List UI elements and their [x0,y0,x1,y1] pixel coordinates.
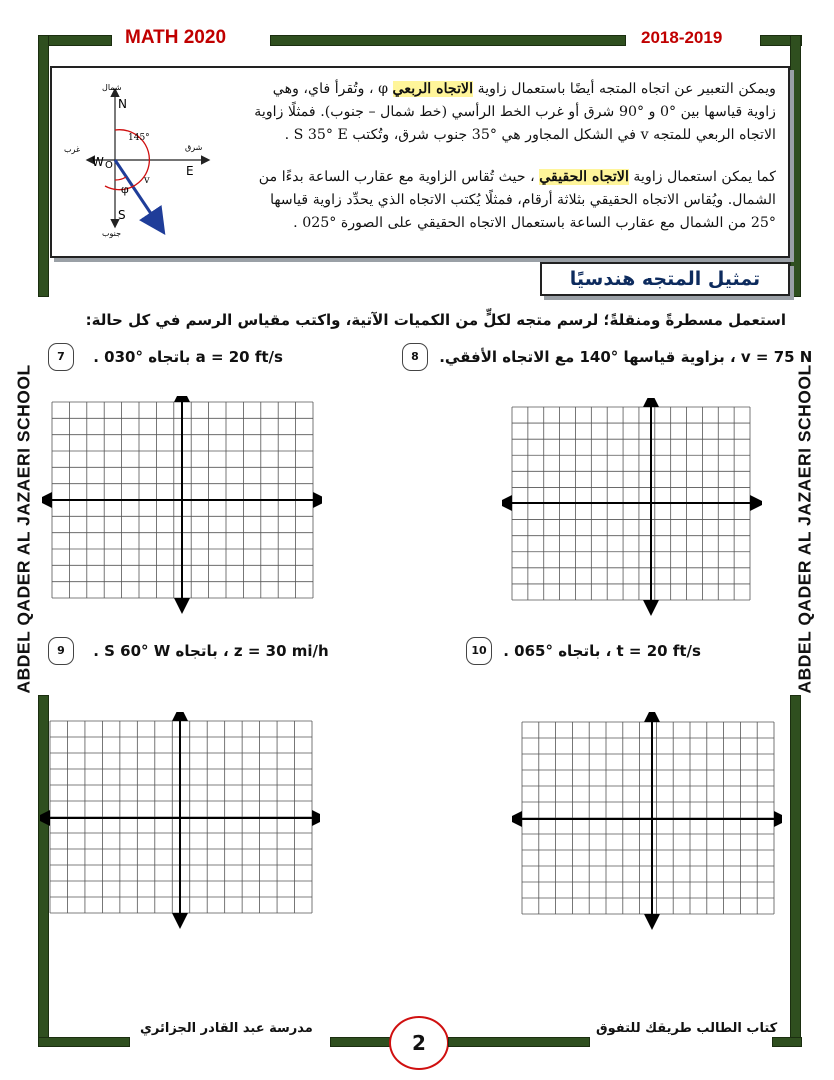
grid-problem-8[interactable] [502,398,762,623]
angle-arc-phi [115,177,126,180]
footer-bar-left [38,1037,130,1047]
header-year: 2018-2019 [641,28,723,47]
north-word: شمال [102,83,122,92]
west-word: غرب [64,145,81,154]
footer-bar-mid-right [448,1037,590,1047]
frame-right-top [790,35,801,297]
info-paragraph-1 [246,78,776,147]
problem-7-number: 7 [48,343,74,371]
problem-9-number: 9 [48,637,74,665]
angle-label: 145° [128,133,150,143]
info-box [50,66,790,258]
info-p1-start: ويمكن التعبير عن اتجاه المتجه أيضًا باستعمال زاوية [473,81,776,97]
problem-9 [48,637,329,665]
section-title: تمثيل المتجه هندسيًا [569,268,761,290]
header-bar-middle [270,35,626,46]
footer-school: مدرسة عبد القادر الجزائري [140,1021,313,1036]
problem-8-number: 8 [402,343,428,371]
footer-book: كتاب الطالب طريقك للتفوق [596,1021,778,1036]
east-letter: E [186,164,194,178]
info-p2-end: ، حيث تُقاس الزاوية مع عقارب الساعة بدءًا من الشمال. ويُقاس الاتجاه الحقيقي بثلاثة أرقام، فمثلًا يُكتب الاتجاه الذي يحدِّد زاوية قياسها °25 من الشمال مع عقارب الساعة باستعمال الاتجاه الحقيقي على الصورة °025 . [258,169,776,231]
west-letter: W [92,155,104,169]
side-label-right: ABDEL QADER AL JAZAERI SCHOOL [794,364,815,694]
grid-problem-10[interactable] [512,712,782,937]
problem-7 [48,343,283,371]
info-paragraph-2 [246,166,776,235]
problem-7-text: a = 20 ft/s باتجاه °030 . [93,347,283,366]
page-number: 2 [389,1016,449,1070]
compass-diagram [58,68,228,254]
header-subject: MATH 2020 [125,27,227,48]
frame-right-bottom [790,695,801,1047]
info-p1-end: φ ، وتُقرأ فاي، وهي زاوية قياسها بين °0 و °90 شرق أو غرب الخط الرأسي (خط شمال – جنوب). فمثلًا زاوية الاتجاه الربعي للمتجه v في الشكل المجاور هي °35 جنوب شرق، وتُكتب S 35° E . [254,81,776,143]
footer-bar-right [772,1037,802,1047]
origin-label: O [105,160,113,171]
problem-8 [402,343,812,371]
grid-problem-7[interactable] [42,396,322,626]
phi-label: φ [121,183,129,196]
east-word: شرق [185,143,203,152]
info-p2-highlight: الاتجاه الحقيقي [539,169,629,185]
problem-10-number: 10 [466,637,492,665]
south-letter: S [118,208,126,222]
frame-left-top [38,35,49,297]
problem-10 [466,637,701,665]
problem-10-text: t = 20 ft/s ، باتجاه °065 . [503,641,701,660]
instruction: استعمل مسطرةً ومنقلةً؛ لرسم متجه لكلٍّ من الكميات الآتية، واكتب مقياس الرسم في كل حالة: [85,311,786,329]
footer-bar-mid-left [330,1037,390,1047]
header-bar-left [38,35,112,46]
section-title-box [540,262,790,296]
north-letter: N [118,97,127,111]
vector-label: v [144,175,150,186]
grid-problem-9[interactable] [40,712,320,937]
problem-8-text: v = 75 N ، بزاوية قياسها °140 مع الاتجاه الأفقي. [439,347,813,366]
info-p1-highlight: الاتجاه الربعي [392,81,474,97]
side-label-left: ABDEL QADER AL JAZAERI SCHOOL [13,364,34,694]
problem-9-text: z = 30 mi/h ، باتجاه S 60° W . [93,641,329,660]
south-word: جنوب [102,229,122,238]
info-p2-start: كما يمكن استعمال زاوية [628,169,776,185]
